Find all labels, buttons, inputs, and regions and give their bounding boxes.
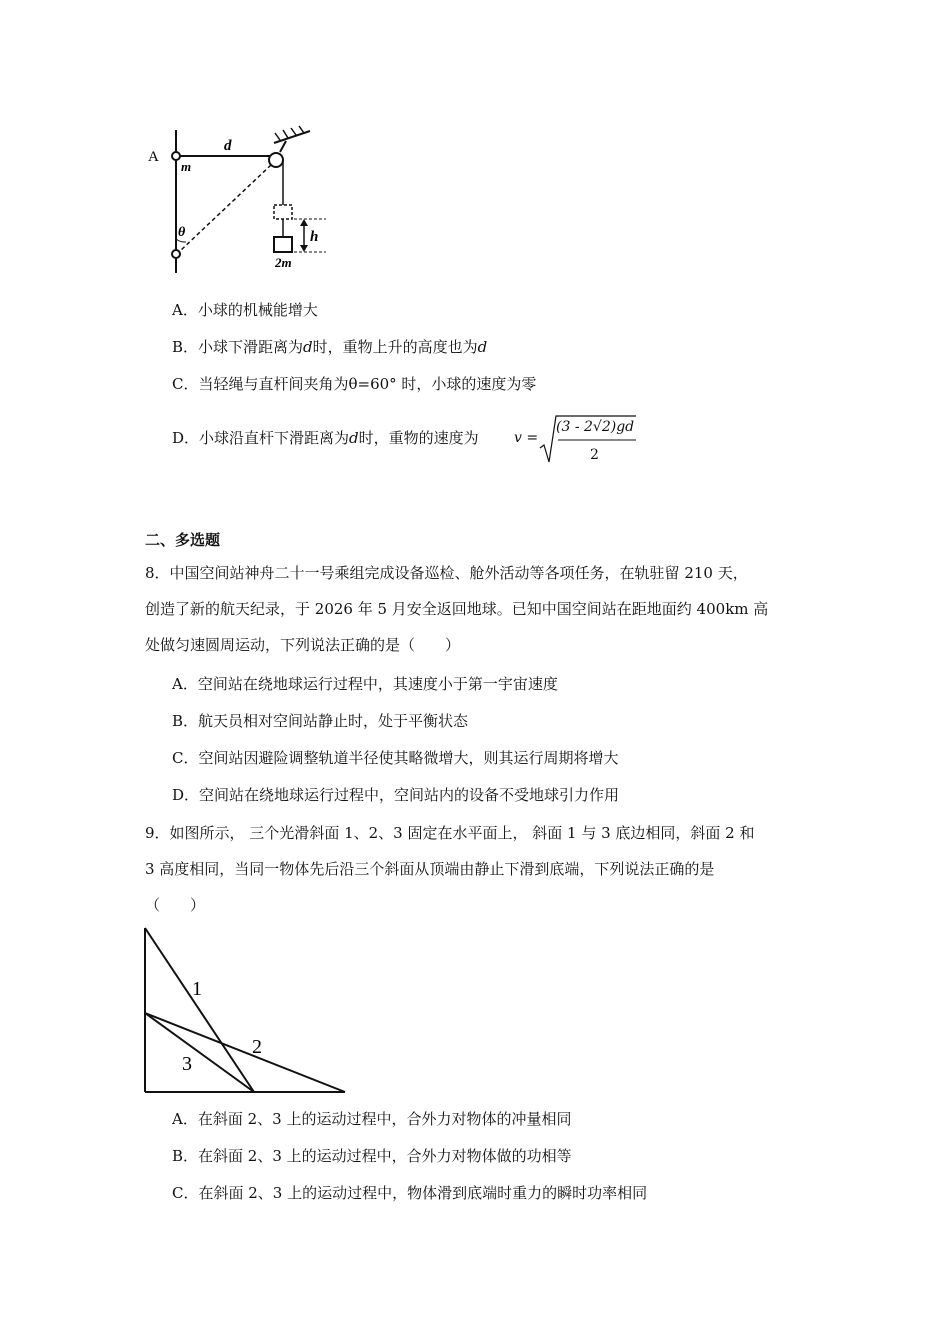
label-d: d: [224, 138, 232, 154]
section-title: 二、多选题: [145, 531, 221, 549]
label-m: m: [181, 159, 192, 174]
q7-option-d: D．小球沿直杆下滑距离为d时，重物的速度为: [172, 429, 479, 447]
label-h: h: [310, 229, 319, 245]
label-theta: θ: [178, 225, 186, 240]
q7-option-b: B．小球下滑距离为d时，重物上升的高度也为d: [172, 338, 488, 356]
pulley: [269, 153, 283, 167]
formula-numerator: (3 - 2√2)gd: [556, 419, 635, 435]
incline-label-1: 1: [192, 978, 202, 1000]
q8-line-3: 处做匀速圆周运动，下列说法正确的是（ ）: [145, 636, 461, 654]
label-a: A: [148, 149, 159, 165]
q8-option-c: C．空间站因避险调整轨道半径使其略微增大，则其运行周期将增大: [172, 749, 619, 767]
q8-line-2: 创造了新的航天纪录，于 2026 年 5 月安全返回地球。已知中国空间站在距地面约 400km 高: [145, 600, 769, 618]
ring-lower: [172, 250, 180, 258]
q8-line-1: 8．中国空间站神舟二十一号乘组完成设备巡检、舱外活动等各项任务，在轨驻留 210 天，: [145, 564, 748, 582]
q7-option-c: C．当轻绳与直杆间夹角为θ=60° 时，小球的速度为零: [172, 375, 537, 393]
q9-option-b: B．在斜面 2、3 上的运动过程中，合外力对物体做的功相等: [172, 1147, 572, 1165]
pulley-figure: [140, 125, 330, 275]
q9-option-c: C．在斜面 2、3 上的运动过程中，物体滑到底端时重力的瞬时功率相同: [172, 1184, 648, 1202]
q9-line-3: （ ）: [145, 896, 206, 914]
incline-label-3: 3: [182, 1053, 192, 1075]
incline-1: [145, 928, 254, 1092]
q8-option-b: B．航天员相对空间站静止时，处于平衡状态: [172, 712, 469, 730]
formula-denominator: 2: [590, 447, 599, 463]
q9-line-1: 9．如图所示， 三个光滑斜面 1、2、3 固定在水平面上， 斜面 1 与 3 底边相同，斜面 2 和: [145, 824, 755, 842]
q7-option-a: A．小球的机械能增大: [172, 301, 318, 319]
formula-v: v =: [514, 430, 539, 446]
incline-3: [145, 1013, 254, 1092]
incline-label-2: 2: [252, 1036, 262, 1058]
q8-option-a: A．空间站在绕地球运行过程中，其速度小于第一宇宙速度: [172, 675, 558, 693]
label-2m: 2m: [275, 255, 292, 270]
ring-a: [172, 152, 180, 160]
inclines-figure: [140, 920, 355, 1098]
q8-option-d: D．空间站在绕地球运行过程中，空间站内的设备不受地球引力作用: [172, 786, 620, 804]
q9-option-a: A．在斜面 2、3 上的运动过程中，合外力对物体的冲量相同: [172, 1110, 572, 1128]
q9-line-2: 3 高度相同，当同一物体先后沿三个斜面从顶端由静止下滑到底端，下列说法正确的是: [145, 860, 715, 878]
